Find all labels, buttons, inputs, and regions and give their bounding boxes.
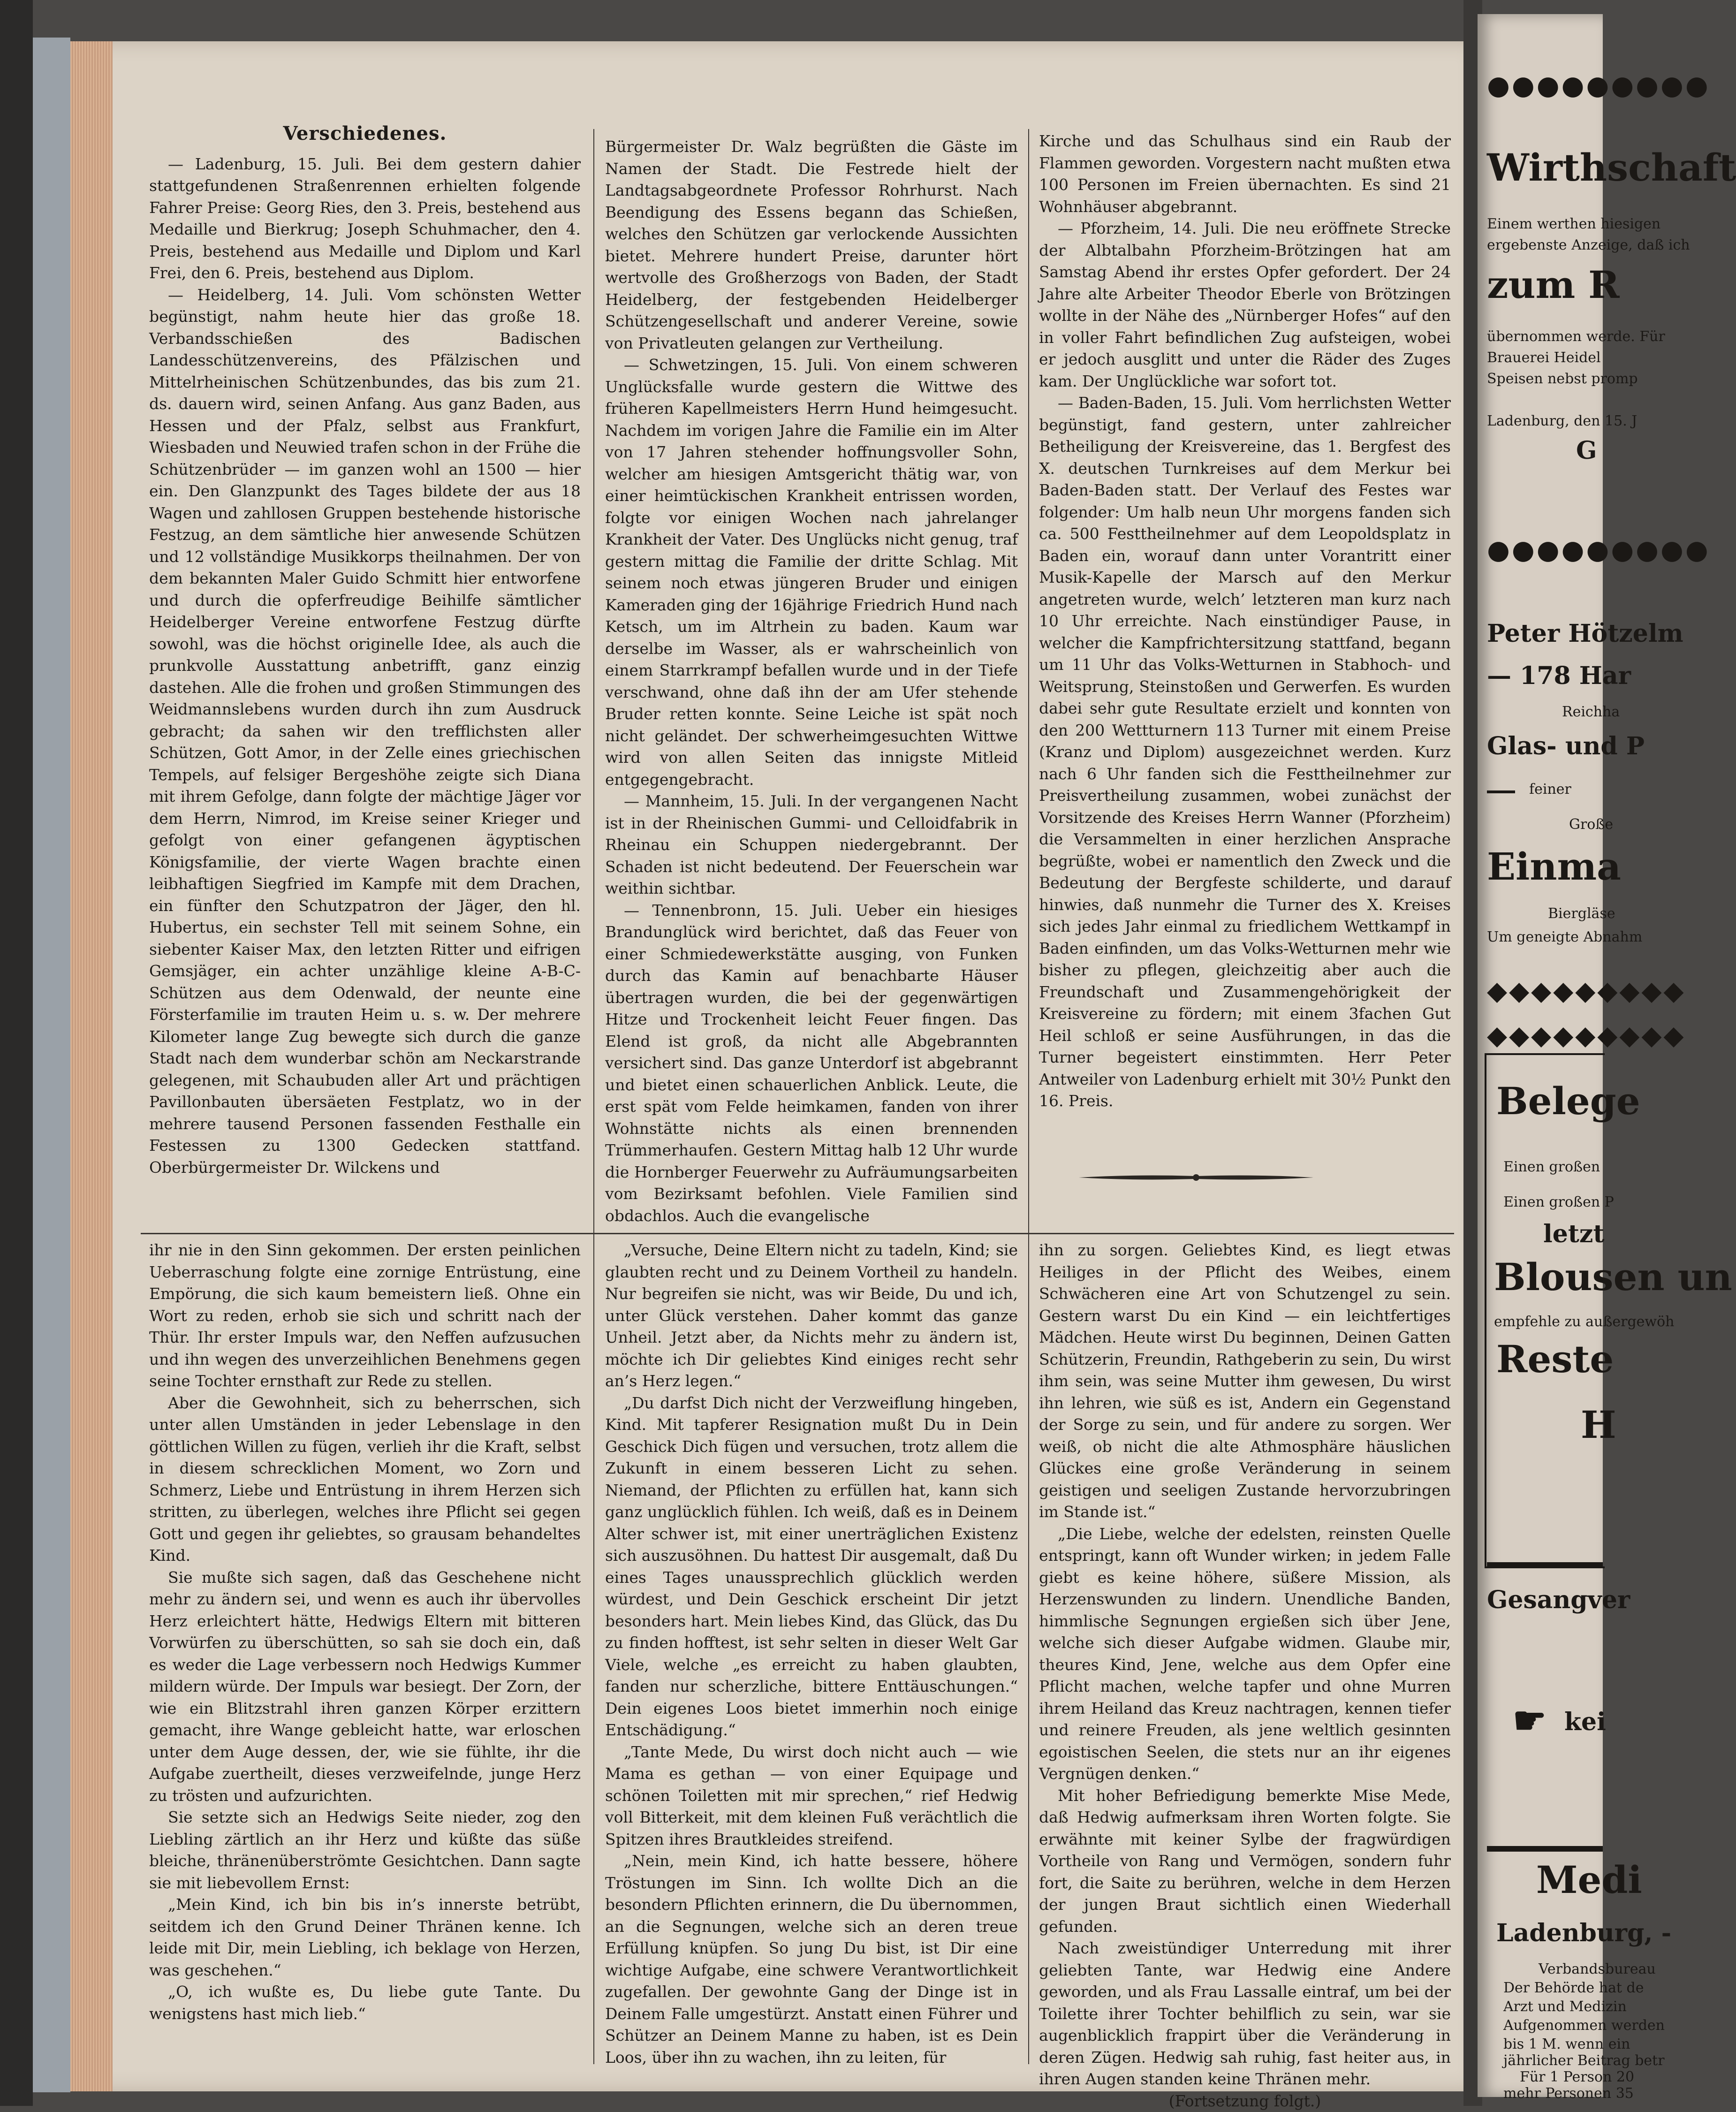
ad-title: zum R <box>1487 263 1603 307</box>
story-paragraph: Sie mußte sich sagen, daß das Geschehene nicht mehr zu ändern sei, und wenn es auch ihr übervolles Herz erleichtert hätte, Hedwigs Eltern mit bitteren Vorwürfen zu überschütten, so sah sie doch ein, daß es weder die Lage verbessern noch Hedwigs Kummer mildern würde. Der Impuls war besiegt. Der Zorn, der wie ein Blitzstrahl ihren ganzen Körper erzittern gemacht, ihre Wange gebleicht hatte, war erloschen unter dem Auge dessen, der, wie sie fühlte, ihr die Aufgabe zuertheilt, dieses verzweifelnde, junge Herz zu trösten und aufzurichten. <box>149 1567 581 1807</box>
story-paragraph: Mit hoher Befriedigung bemerkte Mise Mede, daß Hedwig aufmerksam ihren Worten folgte. Sie erwähnte mit keiner Sylbe der fragwürdigen Vortheile von Rang und Vermögen, sondern fuhr fort, die Saite zu berühren, welche in dem Herzen der jungen Braut sichtlich einen Wiederhall gefunden. <box>1039 1785 1451 1938</box>
story-paragraph: Sie setzte sich an Hedwigs Seite nieder, zog den Liebling zärtlich an ihr Herz und küßte das süße bleiche, thränenüberströmte Gesichtchen. Dann sagte sie mit liebevollem Ernst: <box>149 1807 581 1894</box>
article-column-1 <box>149 123 581 1324</box>
story-column-2 <box>605 1239 1018 2065</box>
ad-text: Einen großen <box>1503 1159 1619 1175</box>
story-paragraph: Aber die Gewohnheit, sich zu beherrschen, sich unter allen Umständen in jeder Lebenslage in den göttlichen Willen zu fügen, verlieh ihr die Kraft, selbst in diesem schrecklichen Moment, wo Zorn und Schmerz, Liebe und Entrüstung in ihrem Herzen sich stritten, zu überlegen, welches ihre Pflicht sei gegen Gott und gegen ihr geliebtes, so grausam behandeltes Kind. <box>149 1392 581 1567</box>
ad-text: H <box>1581 1403 1697 1447</box>
ad-text: Einen großen P <box>1503 1194 1619 1210</box>
ad-text: Ladenburg, den 15. J <box>1487 413 1603 429</box>
ad-text: Einem werthen hiesigen <box>1487 216 1603 232</box>
story-paragraph: „Versuche, Deine Eltern nicht zu tadeln, Kind; sie glaubten recht und zu Deinem Vortheil zu handeln. Nur begreifen sie nicht, was wir Beide, Du und ich, unter Glück verstehen. Daher kommt das ganze Unheil. Jetzt aber, da Nichts mehr zu ändern ist, möchte ich Dir geliebtes Kind einiges recht sehr an’s Herz legen.“ <box>605 1239 1018 1392</box>
ad-border-dots: ●●●●●●●●● <box>1487 70 1603 101</box>
ad-text: letzt <box>1543 1220 1659 1248</box>
ad-frame <box>1485 1053 1605 1568</box>
story-column-3 <box>1039 1239 1451 2065</box>
cover-board <box>33 38 70 2092</box>
ad-title: Blousen un <box>1494 1255 1610 1299</box>
ad-text: feiner <box>1529 781 1645 798</box>
ad-text: empfehle zu außergewöh <box>1494 1314 1610 1330</box>
ad-text: — 178 Har <box>1487 661 1603 690</box>
news-item: — Pforzheim, 14. Juli. Die neu eröffnete Strecke der Albtalbahn Pforzheim-Brötzingen hat am Samstag Abend ihr erstes Opfer gefordert. Der 24 Jahre alte Arbeiter Theodor Eberle von Brötzingen wollte in der Nähe des „Nürnberger Hofes“ auf den in voller Fahrt befindlichen Zug aufsteigen, wobei er jedoch ausglitt und unter die Räder des Zuges kam. Der Unglückliche war sofort tot. <box>1039 218 1451 392</box>
section-divider <box>141 1233 1454 1234</box>
ad-text: Biergläse <box>1548 905 1664 922</box>
ad-text: übernommen werde. Für <box>1487 328 1603 345</box>
ad-title: Einma <box>1487 844 1603 889</box>
ad-rule <box>1487 1562 1603 1568</box>
section-heading: Verschiedenes. <box>149 123 581 145</box>
column-rule <box>1028 1238 1029 2064</box>
pointing-hand-icon: ☛ <box>1513 1698 1629 1742</box>
column-rule <box>593 1238 594 2064</box>
continuation-note: (Fortsetzung folgt.) <box>1039 2090 1451 2112</box>
story-paragraph: Nach zweistündiger Unterredung mit ihrer geliebten Tante, war Hedwig eine Andere geworden, und als Frau Lassalle eintraf, um bei der Toilette ihrer Tochter behilflich zu sein, war sie augenblicklich frappirt über die Veränderung in deren Zügen. Hedwig sah ruhig, fast heiter aus, in ihren Augen standen keine Thränen mehr. <box>1039 1937 1451 2090</box>
ad-text: Für 1 Person 20 <box>1520 2069 1636 2085</box>
ad-title: Gesangver <box>1487 1586 1603 1614</box>
news-item: — Baden-Baden, 15. Juli. Vom herrlichsten Wetter begünstigt, fand gestern, unter zahlreicher Betheiligung der Kreisvereine, das 1. Bergfest des X. deutschen Turnkreises auf dem Merkur bei Baden-Baden statt. Der Verlauf des Festes war folgender: Um halb neun Uhr morgens fanden sich ca. 500 Festtheilnehmer auf dem Leopoldsplatz in Baden ein, worauf dann unter Vorantritt einer Musik-Kapelle der Marsch auf den Merkur angetreten wurde, welch’ letzteren man kurz nach 10 Uhr erreichte. Nach einstündiger Pause, in welcher die Kampfrichtersitzung stattfand, begann um 11 Uhr das Volks-Wetturnen in Stabhoch- und Weitsprung, Steinstoßen und Gerwerfen. Es wurden dabei sehr gute Resultate erzielt und konnten von den 200 Wettturnern 113 Turner mit einem Preise (Kranz und Diplom) ausgezeichnet werden. Kurz nach 6 Uhr fanden sich die Festtheilnehmer zur Preisvertheilung zusammen, wobei zunächst der Vorsitzende des Kreises Herrn Wanner (Pforzheim) die Versammelten in einer herzlichen Ansprache begrüßte, wobei er namentlich den Zweck und die Bedeutung der Bergfeste schilderte, und darauf hinwies, daß nunmehr die Turner des X. Kreises sich jedes Jahr einmal zu friedlichem Wettkampf in Baden einfinden, um das Volks-Wetturnen mehr wie bisher zu pflegen, gleichzeitig aber auch die Freundschaft und Zusammengehörigkeit der Kreisvereine zu fördern; mit einem 3fachen Gut Heil schloß er seine Ausführungen, in das die Turner begeistert einstimmten. Herr Peter Antweiler von Ladenburg erhielt mit 30½ Punkt den 16. Preis. <box>1039 392 1451 1112</box>
ad-text: Große <box>1569 816 1685 833</box>
ad-text: bis 1 M. wenn ein <box>1503 2036 1619 2052</box>
ad-border-dots: ◆◆◆◆◆◆◆◆◆ <box>1487 976 1603 1006</box>
ad-rule <box>1487 790 1515 793</box>
ad-text: Aufgenommen werden <box>1503 2017 1619 2034</box>
ad-title: Belege <box>1496 1079 1612 1123</box>
news-item: — Schwetzingen, 15. Juli. Von einem schweren Unglücksfalle wurde gestern die Wittwe des früheren Kapellmeisters Herrn Hund heimgesucht. Nachdem im vorigen Jahre die Familie ein im Alter von 17 Jahren stehender hoffnungsvoller Sohn, welcher am hiesigen Amtsgericht thätig war, von einer heimtückischen Krankheit entrissen worden, folgte vor einigen Wochen nach jahrelanger Krankheit der Vater. Des Unglücks nicht genug, traf gestern mittag die Familie der dritte Schlag. Mit seinem noch etwas jüngeren Bruder und einigen Kameraden ging der 16jährige Friedrich Hund nach Ketsch, um im Altrhein zu baden. Kaum war derselbe im Wasser, als er wahrscheinlich von einem Starrkrampf befallen wurde und in der Tiefe verschwand, ohne daß ihn der am Ufer stehende Bruder retten konnte. Seine Leiche ist spät noch nicht geländet. Der schwerheimgesuchten Wittwe wird von allen Seiten das innigste Mitleid entgegengebracht. <box>605 354 1018 790</box>
column-rule <box>1028 129 1029 1321</box>
ad-text: jährlicher Beitrag betr <box>1503 2052 1619 2069</box>
story-paragraph: ihn zu sorgen. Geliebtes Kind, es liegt etwas Heiliges in der Pflicht des Weibes, einem Schwächeren eine Art von Schutzengel zu sein. Gestern warst Du ein Kind — ein leichtfertiges Mädchen. Heute wirst Du beginnen, Deinen Gatten Schützerin, Freundin, Rathgeberin zu sein, Du wirst ihm sein, was seine Mutter ihm gewesen, Du wirst ihn lehren, wie süß es ist, Andern ein Gegenstand der Sorge zu sein, und für andere zu sorgen. Wer weiß, ob nicht die alte Athmosphäre häuslichen Glückes eine große Veränderung in seinem geistigen und seeligen Zustande hervorzubringen im Stande ist.“ <box>1039 1239 1451 1523</box>
ad-border-dots: ●●●●●●●●● <box>1487 535 1603 565</box>
story-paragraph: „Du darfst Dich nicht der Verzweiflung hingeben, Kind. Mit tapferer Resignation mußt Du in Dein Geschick Dich fügen und versuchen, trotz allem die Zukunft in einem besseren Licht zu sehen. Niemand, der Pflichten zu erfüllen hat, kann sich ganz unglücklich fühlen. Ich weiß, daß es in Deinem Alter schwer ist, mit einer unerträglichen Existenz sich auszusöhnen. Du hattest Dir ausgemalt, daß Du eines Tages unaussprechlich glücklich werden würdest, und Dein Geschick erscheint Dir jetzt besonders hart. Mein liebes Kind, das Glück, das Du zu finden hofftest, ist sehr selten in dieser Welt Gar Viele, welche „es erreicht zu haben glaubten, fanden nur scherzliche, bittere Enttäuschungen.“ Dein eigenes Loos bietet immerhin noch einige Entschädigung.“ <box>605 1392 1018 1741</box>
ad-text: Um geneigte Abnahm <box>1487 929 1603 945</box>
ad-text: Verbandsbureau <box>1539 1961 1654 1977</box>
ad-title: Medi <box>1536 1858 1652 1902</box>
ad-text: Reichha <box>1562 704 1678 720</box>
story-paragraph: „Mein Kind, ich bin bis in’s innerste betrübt, seitdem ich den Grund Deiner Thränen kenne. Ich leide mit Dir, mein Liebling, ich beklage von Herzen, was geschehen.“ <box>149 1894 581 1981</box>
ad-text: kei <box>1564 1708 1680 1736</box>
ad-text: Der Behörde hat de <box>1503 1980 1619 1996</box>
ad-title: Peter Hötzelm <box>1487 619 1603 648</box>
ad-text: mehr Personen 35 <box>1503 2085 1619 2102</box>
story-column-1 <box>149 1239 581 2065</box>
story-paragraph: „Die Liebe, welche der edelsten, reinsten Quelle entspringt, kann oft Wunder wirken; in jedem Falle giebt es keine höhere, süßere Mission, als Herzenswunden zu lindern. Unendliche Banden, himmlische Segnungen ergießen sich über Jene, welche sich dieser Aufgabe widmen. Glaube mir, theures Kind, Jene, welche aus dem Opfer eine Pflicht machen, welche tapfer und ohne Murren ihrem Heiland das Kreuz nachtragen, kennen tiefer und reinere Freuden, als jene weltlich gesinnten egoistischen Seelen, die stets nur an ihr eigenes Vergnügen denken.“ <box>1039 1523 1451 1785</box>
news-item: — Tennenbronn, 15. Juli. Ueber ein hiesiges Brandunglück wird berichtet, daß das Feuer von einer Schmiedewerkstätte ausging, von Funken durch das Kamin auf benachbarte Häuser übertragen wurden, die bei der gegenwärtigen Hitze und Trockenheit leicht Feuer fingen. Das Elend ist groß, da nicht alle Abgebrannten versichert sind. Das ganze Unterdorf ist abgebrannt und bietet einen schauerlichen Anblick. Leute, die erst spät vom Felde heimkamen, fanden von ihrer Wohnstätte nichts als einen brennenden Trümmerhaufen. Gestern Mittag halb 12 Uhr wurde die Hornberger Feuerwehr zu Aufräumungsarbeiten vom Bezirksamt befohlen. Viele Familien sind obdachlos. Auch die evangelische <box>605 900 1018 1227</box>
ad-rule <box>1487 1846 1603 1852</box>
ornamental-divider <box>1079 1170 1313 1185</box>
news-item: Kirche und das Schulhaus sind ein Raub der Flammen geworden. Vorgestern nacht mußten etwa 100 Personen im Freien übernachten. Es sind 21 Wohnhäuser abgebrannt. <box>1039 130 1451 218</box>
ad-title: Wirthschaft <box>1487 145 1603 190</box>
ad-text: Speisen nebst promp <box>1487 371 1603 387</box>
ad-border-dots: ◆◆◆◆◆◆◆◆◆ <box>1487 1020 1603 1051</box>
ad-title: Reste <box>1496 1337 1612 1381</box>
column-rule <box>593 129 594 1321</box>
ad-text: G <box>1576 436 1604 465</box>
news-item: — Ladenburg, 15. Juli. Bei dem gestern dahier stattgefundenen Straßenrennen erhielten folgende Fahrer Preise: Georg Ries, den 3. Preis, bestehend aus Medaille und Bierkrug; Joseph Schuhmacher, den 4. Preis, bestehend aus Medaille und Diplom und Karl Frei, den 6. Preis, bestehend aus Diplom. <box>149 153 581 284</box>
story-paragraph: „Nein, mein Kind, ich hatte bessere, höhere Tröstungen im Sinn. Ich wollte Dich an die besondern Pflichten erinnern, die Du übernommen, an die Segnungen, welche sich an deren treue Erfüllung knüpfen. So jung Du bist, ist Dir eine wichtige Aufgabe, eine schwere Verantwortlichkeit zugefallen. Der gewohnte Gang der Dinge ist in Deinem Falle umgestürzt. Anstatt einen Führer und Schützer an Deinem Manne zu haben, ist es Dein Loos, über ihn zu wachen, ihn zu leiten, für <box>605 1850 1018 2068</box>
article-column-3 <box>1039 130 1451 1167</box>
news-item: — Mannheim, 15. Juli. In der vergangenen Nacht ist in der Rheinischen Gummi- und Celloidfabrik in Rheinau ein Schuppen niedergebrannt. Der Schaden ist nicht bedeutend. Der Feuerschein war weithin sichtbar. <box>605 790 1018 900</box>
ad-text: Ladenburg, - <box>1496 1919 1612 1947</box>
article-column-2 <box>605 136 1018 1323</box>
news-item: Bürgermeister Dr. Walz begrüßten die Gäste im Namen der Stadt. Die Festrede hielt der Landtagsabgeordnete Professor Rohrhurst. Nach Beendigung des Essens begann das Schießen, welches den Schützen gar verlockende Aussichten bietet. Mehrere hundert Preise, darunter hört wertvolle des Großherzogs von Baden, der Stadt Heidelberg, der festgebenden Heidelberger Schützengesellschaft und anderer Vereine, sowie von Privatleuten gelangen zur Vertheilung. <box>605 136 1018 354</box>
ad-title: Glas- und P <box>1487 732 1603 760</box>
ad-text: Brauerei Heidel <box>1487 349 1603 366</box>
page-stack-edge <box>70 41 113 2091</box>
story-paragraph: ihr nie in den Sinn gekommen. Der ersten peinlichen Ueberraschung folgte eine zornige Entrüstung, eine Empörung, die sich kaum bemeistern ließ. Ohne ein Wort zu reden, erhob sie sich und schritt nach der Thür. Ihr erster Impuls war, den Neffen aufzusuchen und ihn wegen des unverzeihlichen Benehmens gegen seine Tochter ernsthaft zur Rede zu stellen. <box>149 1239 581 1392</box>
ad-text: Arzt und Medizin <box>1503 1998 1619 2015</box>
story-paragraph: „Tante Mede, Du wirst doch nicht auch — wie Mama es gethan — von einer Equipage und schönen Toiletten mit mir sprechen,“ rief Hedwig voll Bitterkeit, mit dem kleinen Fuß verächtlich die Spitzen ihres Brautkleides streifend. <box>605 1741 1018 1851</box>
story-paragraph: „O, ich wußte es, Du liebe gute Tante. Du wenigstens hast mich lieb.“ <box>149 1981 581 2025</box>
ad-text: ergebenste Anzeige, daß ich <box>1487 237 1603 253</box>
book-binding <box>0 0 33 2106</box>
news-item: — Heidelberg, 14. Juli. Vom schönsten Wetter begünstigt, nahm heute hier das große 18. Verbandsschießen des Badischen Landesschützenvereins, des Pfälzischen und Mittelrheinischen Schützenbundes, das bis zum 21. ds. dauern wird, seinen Anfang. Aus ganz Baden, aus Hessen und der Pfalz, selbst aus Frankfurt, Wiesbaden und Neuwied trafen schon in der Frühe die Schützenbrüder — im ganzen wohl an 1500 — hier ein. Den Glanzpunkt des Tages bildete der aus 18 Wagen und zahllosen Gruppen bestehende historische Festzug, an dem sämtliche hier anwesende Schützen und 12 vollständige Musikkorps theilnahmen. Der von dem bekannten Maler Guido Schmitt hier entworfene und durch die opferfreudige Beihilfe sämtlicher Heidelberger Vereine entworfene Festzug dürfte sowohl, was die höchst originelle Idee, als auch die prunkvolle Ausstattung anbetrifft, ganz einzig dastehen. Alle die frohen und großen Stimmungen des Weidmannslebens wurden durch ihn zum Ausdruck gebracht; da sahen wir den trefflichsten aller Schützen, Gott Amor, in der Zelle eines griechischen Tempels, auf felsiger Bergeshöhe zeigte sich Diana mit ihrem Gefolge, dann folgte der mächtige Jäger vor dem Herrn, Nimrod, im Kreise seiner Krieger und gefolgt von einer gefangenen ägyptischen Königsfamilie, der vierte Wagen brachte einen leibhaftigen Siegfried im Kampfe mit dem Drachen, ein fünfter den Schutzpatron der Jäger, den hl. Hubertus, ein sechster Tell mit seinem Sohne, ein siebenter Kaiser Max, den letzten Ritter und eifrigen Gemsjäger, ein achter unzählige kleine A-B-C-Schützen aus dem Odenwald, der neunte eine Försterfamilie im trauten Heim u. s. w. Der mehrere Kilometer lange Zug bewegte sich durch die ganze Stadt nach dem wunderbar schön am Neckarstrande gelegenen, mit Schaubuden aller Art und prächtigen Pavillonbauten übersäeten Festplatz, wo in der mehrere tausend Personen fassenden Festhalle ein Festessen zu 1300 Gedecken stattfand. Oberbürgermeister Dr. Wilckens und <box>149 284 581 1179</box>
